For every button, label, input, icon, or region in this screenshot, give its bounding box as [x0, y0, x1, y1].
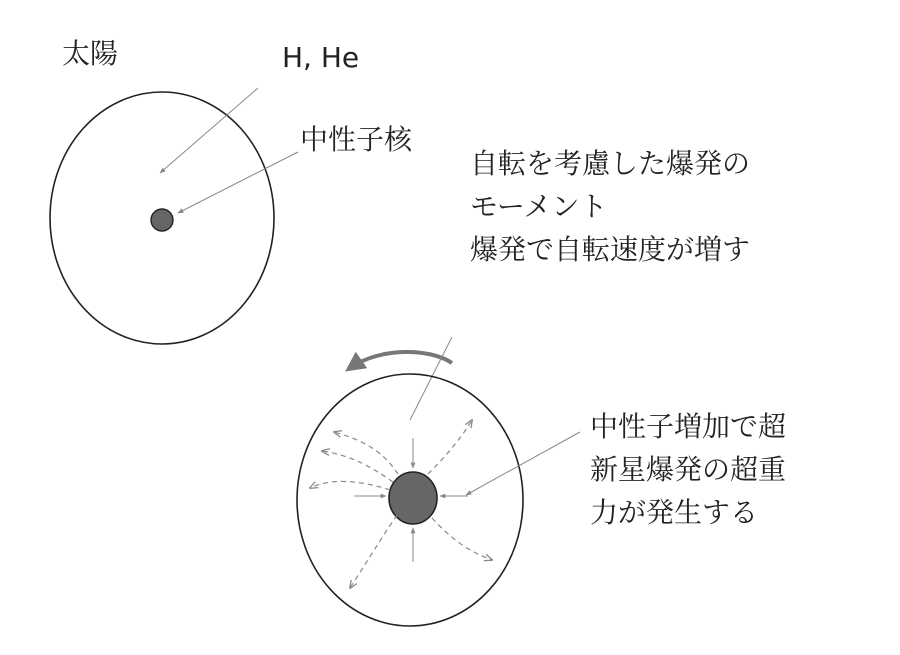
sun-neutron-core [151, 209, 173, 231]
sun-label: 太陽 [62, 37, 119, 70]
supernova-note-line: 中性子増加で超 [590, 410, 787, 443]
burst-arrow-6 [432, 518, 492, 560]
supernova-system [297, 337, 580, 626]
explanation-line: 爆発で自転速度が増す [470, 233, 751, 266]
burst-arrow-3 [310, 481, 390, 490]
h-he-label: H, He [282, 41, 360, 74]
supernova-note-line: 力が発生する [590, 496, 759, 529]
burst-arrow-2 [322, 451, 393, 482]
neutron-core-label: 中性子核 [300, 123, 413, 156]
explanation-line: 自転を考慮した爆発の [470, 147, 751, 180]
rotation-pointer-line [410, 337, 452, 420]
supernova-note-text [590, 405, 786, 534]
burst-arrow-1 [334, 432, 398, 474]
rotation-arrow [350, 352, 452, 368]
explanation-line: モーメント [470, 190, 608, 223]
burst-arrow-5 [428, 420, 472, 474]
burst-arrow-4 [350, 515, 397, 588]
supernova-note-line: 新星爆発の超重 [590, 453, 787, 486]
sun-system [50, 88, 298, 344]
neutron-core-pointer-arrow [178, 152, 298, 213]
explanation-text [470, 142, 750, 271]
